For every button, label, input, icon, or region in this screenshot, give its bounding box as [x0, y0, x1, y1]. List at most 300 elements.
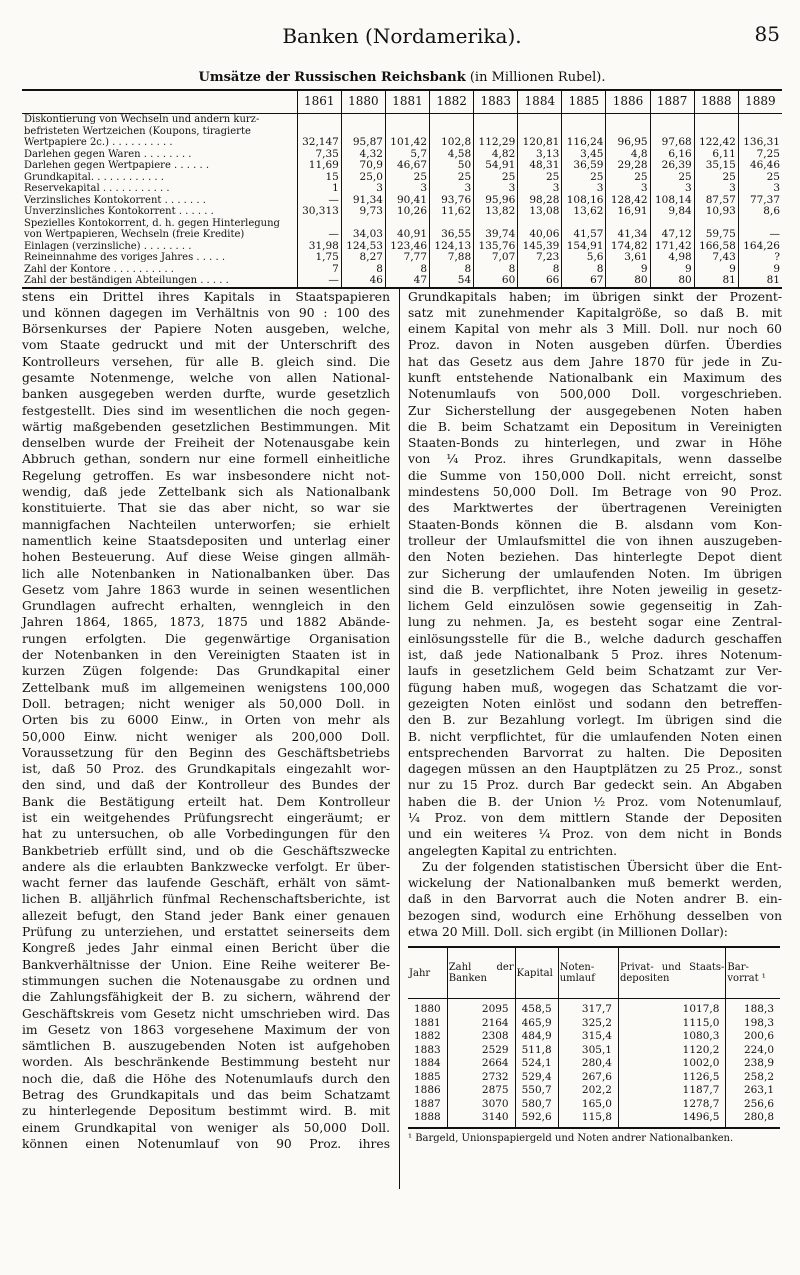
table-cell: 122,42 — [694, 114, 738, 149]
table-cell: 1120,2 — [618, 1044, 725, 1058]
text-line: Regelung getroffen. Es war insbesondere nicht not- — [22, 468, 390, 483]
table-cell: 25 — [385, 172, 429, 184]
table-cell: 1881 — [414, 1016, 441, 1029]
table-row — [408, 999, 780, 1017]
table-cell: 1883 — [414, 1043, 441, 1056]
table-cell: 7,35 — [297, 149, 341, 161]
text-line: lich alle Notenbanken in Nationalbanken über. Das — [22, 566, 390, 581]
table-cell: 2095 — [447, 999, 515, 1017]
table-cell: 8 — [518, 264, 562, 276]
table-title-rest: (in Millionen Rubel). — [469, 70, 606, 85]
table-cell: 77,37 — [738, 195, 782, 207]
text-line: banken ausgegeben werden durfte, wurde gesetzlich — [22, 387, 390, 402]
table-cell: 13,08 — [518, 206, 562, 218]
table-cell: 9 — [738, 264, 782, 276]
table-cell: 8,6 — [738, 206, 782, 218]
table-cell: 465,9 — [515, 1017, 558, 1031]
row-label-line: Zahl der Kontore . . . . . . . . . . — [24, 263, 174, 275]
table-cell: 2529 — [447, 1044, 515, 1058]
table-cell: 165,0 — [558, 1098, 618, 1112]
table-cell: 7,88 — [430, 252, 474, 264]
text-line: Kontrolleurs versehen, für alle B. gleich sind. Die — [22, 354, 390, 369]
text-line: bezogen sind, wodurch eine Erhöhung desselben von — [408, 908, 782, 923]
table-cell: 80 — [650, 275, 694, 288]
table-cell: 30,313 — [297, 206, 341, 218]
text-line: Orten bis zu 6000 Einw., in Orten von mehr als — [22, 713, 390, 728]
year-header: 1889 — [738, 90, 782, 114]
table-cell: 95,96 — [474, 195, 518, 207]
table-cell: 4,58 — [430, 149, 474, 161]
row-label-line: Reservekapital . . . . . . . . . . . — [24, 183, 170, 194]
table-cell: 13,62 — [562, 206, 606, 218]
text-line: Zur Sicherstellung der ausgegebenen Noten haben — [408, 403, 782, 418]
table-cell: 263,1 — [726, 1084, 780, 1098]
text-line: worden. Als beschränkende Bestimmung besteht nur — [22, 1055, 390, 1070]
row-label — [22, 172, 297, 184]
table-cell: 1886 — [414, 1084, 441, 1097]
text-line: ist, daß jede Nationalbank 5 Proz. ihres Notenum- — [408, 648, 782, 663]
table-cell: 2308 — [447, 1030, 515, 1044]
table-cell: 10,93 — [694, 206, 738, 218]
table-cell: 50 — [430, 160, 474, 172]
table-row — [408, 1030, 780, 1044]
table-cell: 188,3 — [726, 999, 780, 1017]
text-line: rungen erfolgten. Die gegenwärtige Organisation — [22, 631, 390, 646]
table-cell: 9 — [694, 264, 738, 276]
year-header: 1887 — [650, 90, 694, 114]
text-line: Zu der folgenden statistischen Übersicht über die Ent- — [422, 859, 782, 874]
table-row — [408, 1098, 780, 1112]
table-cell: — — [297, 218, 341, 241]
year-header: 1885 — [562, 90, 606, 114]
text-line: einlösungsstelle für die B., welche dadurch geschaffen — [408, 631, 782, 646]
row-label-line: Reineinnahme des voriges Jahres . . . . . — [24, 252, 226, 263]
row-label — [22, 195, 297, 207]
table-cell: 46 — [341, 275, 385, 288]
table-cell: 15 — [297, 172, 341, 184]
text-line: mindestens 50,000 Doll. Im Betrage von 90 Proz. — [408, 485, 782, 500]
table-cell: 25 — [474, 172, 518, 184]
row-label-line: Unverzinsliches Kontokorrent . . . . . . — [24, 206, 214, 217]
text-line: ist ein weitgehendes Prüfungsrecht eingeräumt; er — [22, 811, 390, 825]
table-cell: 3140 — [447, 1111, 515, 1128]
text-line: Abbruch gethan, sondern nur eine formell einheitliche — [22, 452, 390, 467]
table-cell: 484,9 — [515, 1030, 558, 1044]
table-cell: 48,31 — [518, 160, 562, 172]
table-cell: 41,57 — [562, 218, 606, 241]
text-line: die Zahlungsfähigkeit der B. zu sichern, während der — [22, 990, 390, 1005]
table-cell: 1880 — [414, 1003, 441, 1016]
table-cell: 16,91 — [606, 206, 650, 218]
text-line: sind die B. verpflichtet, ihre Noten jeweilig in gesetz- — [408, 582, 782, 597]
text-line: festgestellt. Dies sind im wesentlichen die noch gegen- — [22, 403, 390, 418]
table-cell: 7,25 — [738, 149, 782, 161]
table-cell: 70,9 — [341, 160, 385, 172]
table-cell: 3 — [518, 183, 562, 195]
table-cell: 41,34 — [606, 218, 650, 241]
text-line: B. nicht verpflichtet, für die umlaufenden Noten einen — [408, 729, 782, 744]
table-row — [22, 264, 782, 276]
text-line: wendig, daß jede Zettelbank sich als Nationalbank — [22, 485, 390, 500]
row-label-line: Zahl der beständigen Abteilungen . . . . . — [24, 275, 229, 286]
table-cell: 5,6 — [562, 252, 606, 264]
table-cell: 25 — [650, 172, 694, 184]
table-cell: 529,4 — [515, 1071, 558, 1085]
text-line: satz mit zunehmender Kapitalgröße, so daß B. mit — [408, 305, 782, 320]
table-cell: 166,58 — [694, 241, 738, 253]
table-cell: 81 — [694, 275, 738, 288]
page-title: Banken (Nordamerika). — [282, 24, 522, 48]
column-header: Kapital — [515, 947, 558, 999]
table-cell: 1882 — [414, 1030, 441, 1043]
table-cell: 7,77 — [385, 252, 429, 264]
table-cell: 10,26 — [385, 206, 429, 218]
table-cell: 3 — [430, 183, 474, 195]
table-cell: 11,69 — [297, 160, 341, 172]
table-cell: 26,39 — [650, 160, 694, 172]
table-cell: 1885 — [414, 1070, 441, 1083]
year-header: 1883 — [474, 90, 518, 114]
table-title — [22, 70, 782, 85]
table-row — [408, 1084, 780, 1098]
table-cell: 511,8 — [515, 1044, 558, 1058]
table-cell: 25 — [430, 172, 474, 184]
text-line: einem Kapital von mehr als 3 Mill. Doll. nur noch 60 — [408, 322, 782, 337]
text-line: etwa 20 Mill. Doll. sich ergibt (in Millionen Dollar): — [408, 925, 728, 940]
table-cell: 40,06 — [518, 218, 562, 241]
text-line: vom Staate gedruckt und mit der Unterschrift des — [22, 338, 390, 353]
table-cell: 54 — [430, 275, 474, 288]
table-cell: 1080,3 — [618, 1030, 725, 1044]
text-line: Zettelbank muß im allgemeinen wenigstens 100,000 — [22, 680, 390, 695]
text-line: dagegen müssen an den Hauptplätzen zu 25 Proz., sonst — [408, 762, 782, 777]
table-row — [22, 275, 782, 288]
table-footnote: ¹ Bargeld, Unionspapiergeld und Noten andrer Nationalbanken. — [408, 1132, 734, 1144]
row-label-line: Darlehen gegen Wertpapiere . . . . . . — [24, 160, 210, 171]
text-line: konstituierte. That sie das aber nicht, so war sie — [22, 501, 390, 516]
table-cell: 592,6 — [515, 1111, 558, 1128]
column-divider — [399, 289, 400, 1189]
text-line: Betrag des Grundkapitals und das beim Schatzamt — [22, 1088, 390, 1103]
table-cell: 39,74 — [474, 218, 518, 241]
table-cell: 315,4 — [558, 1030, 618, 1044]
table-row — [22, 160, 782, 172]
row-label-line: Diskontierung von Wechseln und andern kurz- — [24, 114, 260, 125]
table-cell: 154,91 — [562, 241, 606, 253]
table-cell: 3,13 — [518, 149, 562, 161]
text-line: Gesetz vom Jahre 1863 wurde in seinen wesentlichen — [22, 582, 390, 597]
text-line: hohen Besteuerung. Auf diese Weise gingen allmäh- — [22, 550, 390, 565]
table-row — [408, 1071, 780, 1085]
table-cell: 4,32 — [341, 149, 385, 161]
table-cell: 202,2 — [558, 1084, 618, 1098]
column-header: Zahl der Banken — [447, 947, 515, 999]
table-cell: 267,6 — [558, 1071, 618, 1085]
column-header: Bar-vorrat ¹ — [726, 947, 780, 999]
table-cell: 36,59 — [562, 160, 606, 172]
table-cell: 1887 — [414, 1097, 441, 1110]
text-line: Prüfung zu unterziehen, und erstattet seinerseits dem — [22, 925, 390, 940]
table-cell: 87,57 — [694, 195, 738, 207]
text-line: noch die, daß die Höhe des Notenumlaufs durch den — [22, 1071, 390, 1086]
table-cell: 8 — [430, 264, 474, 276]
table-cell: 102,8 — [430, 114, 474, 149]
table-cell: 200,6 — [726, 1030, 780, 1044]
text-line: Proz. davon in Noten ausgeben dürfen. Überdies — [408, 338, 782, 353]
table-cell: 1126,5 — [618, 1071, 725, 1085]
table-cell: 1115,0 — [618, 1017, 725, 1031]
reichsbank-table — [22, 89, 782, 289]
table-cell: 8 — [341, 264, 385, 276]
table-cell: 120,81 — [518, 114, 562, 149]
table-cell: 25,0 — [341, 172, 385, 184]
text-line: Staaten-Bonds können die B. alsdann vom Kon- — [408, 517, 782, 532]
table-cell: 1187,7 — [618, 1084, 725, 1098]
year-header: 1880 — [341, 90, 385, 114]
year-header: 1881 — [385, 90, 429, 114]
text-line: haben die B. der Union ½ Proz. vom Notenumlauf, — [408, 794, 782, 809]
table-cell: 224,0 — [726, 1044, 780, 1058]
table-cell: 123,46 — [385, 241, 429, 253]
text-line: Voraussetzung für den Beginn des Geschäftsbetriebs — [22, 745, 390, 760]
text-line: und ein weiteres ¼ Proz. von dem nicht in Bonds — [408, 827, 782, 842]
text-line: im Gesetz von 1863 vorgesehene Maximum der von — [22, 1022, 390, 1037]
table-row — [22, 206, 782, 218]
table-cell: 7,07 — [474, 252, 518, 264]
table-cell: 47,12 — [650, 218, 694, 241]
text-line: andere als die erlaubten Bankzwecke verfolgt. Er über- — [22, 859, 390, 874]
table-cell: 305,1 — [558, 1044, 618, 1058]
row-label-line: Darlehen gegen Waren . . . . . . . . — [24, 148, 192, 160]
table-cell: 280,4 — [558, 1057, 618, 1071]
year-header: 1884 — [518, 90, 562, 114]
text-line: können einen Notenumlauf von 90 Proz. ihres — [22, 1136, 390, 1151]
text-line: Kongreß jedes Jahr einmal einen Bericht über die — [22, 941, 390, 956]
table-cell: 11,62 — [430, 206, 474, 218]
year-header: 1882 — [430, 90, 474, 114]
table-cell: 91,34 — [341, 195, 385, 207]
table-cell: 6,11 — [694, 149, 738, 161]
row-label — [22, 218, 297, 241]
text-line: denselben wurde der Freiheit der Notenausgabe kein — [22, 436, 390, 451]
text-line: fügung haben muß, wogegen das Schatzamt die vor- — [408, 680, 782, 695]
text-line: hat zu untersuchen, ob alle Vorbedingungen für den — [22, 827, 390, 842]
text-line: den B. zur Bezahlung vorlegt. Im übrigen sind die — [408, 713, 782, 728]
text-line: allezeit befugt, den Stand jeder Bank einer genauen — [22, 908, 390, 923]
row-label-line: von Wertpapieren, Wechseln (freie Kredite) — [24, 229, 245, 240]
text-line: mannigfachen Nachteilen unterworfen; sie erhielt — [22, 517, 390, 532]
text-line: lung zu nehmen. Ja, es besteht sogar eine Zentral- — [408, 615, 782, 630]
table-cell: 198,3 — [726, 1017, 780, 1031]
text-line: Grundkapitals haben; im übrigen sinkt der Prozent- — [408, 289, 782, 304]
table-cell: 46,67 — [385, 160, 429, 172]
table-cell: 59,75 — [694, 218, 738, 241]
table-cell: 4,82 — [474, 149, 518, 161]
table-cell: 66 — [518, 275, 562, 288]
text-line: von ¼ Proz. ihres Grundkapitals, wenn dasselbe — [408, 452, 782, 467]
text-line: Geschäftskreis vom Gesetz nicht umschrieben wird. Das — [22, 1006, 390, 1021]
text-line: ¼ Proz. von dem mittlern Stande der Depositen — [408, 811, 782, 825]
text-line: des Marktwertes der übertragenen Vereinigten — [408, 501, 782, 516]
table-cell: 3 — [738, 183, 782, 195]
table-cell: 256,6 — [726, 1098, 780, 1112]
table-cell: 2164 — [447, 1017, 515, 1031]
table-cell: — — [738, 218, 782, 241]
table-cell: 8 — [562, 264, 606, 276]
year-header: 1886 — [606, 90, 650, 114]
table-cell: 32,147 — [297, 114, 341, 149]
table-cell: 1888 — [408, 1111, 447, 1128]
row-label — [22, 149, 297, 161]
table-cell: 317,7 — [558, 999, 618, 1017]
row-label-line: Grundkapital. . . . . . . . . . . . — [24, 171, 164, 183]
text-line: und können dagegen im Verhältnis von 90 : 100 des — [22, 305, 390, 320]
table-cell: 60 — [474, 275, 518, 288]
label-header — [22, 90, 297, 114]
table-cell: 108,16 — [562, 195, 606, 207]
row-label — [22, 252, 297, 264]
table-cell: 5,7 — [385, 149, 429, 161]
row-label-line: Wertpapiere 2c.) . . . . . . . . . . — [24, 137, 173, 148]
text-line: der Notenbanken in den Vereinigten Staaten ist in — [22, 648, 390, 663]
text-line: Doll. betragen; nicht weniger als 50,000 Doll. in — [22, 696, 390, 711]
table-cell: 4,8 — [606, 149, 650, 161]
table-cell: 25 — [694, 172, 738, 184]
table-cell: 3 — [694, 183, 738, 195]
table-cell: 550,7 — [515, 1084, 558, 1098]
table-cell: 458,5 — [515, 999, 558, 1017]
table-cell: 108,14 — [650, 195, 694, 207]
text-line: Bank die Bestätigung erteilt hat. Dem Kontrolleur — [22, 794, 390, 809]
table-cell: 93,76 — [430, 195, 474, 207]
table-cell: 115,8 — [558, 1111, 618, 1128]
table-cell: 325,2 — [558, 1017, 618, 1031]
text-line: Bankbetrieb erfüllt sind, und ob die Geschäftszwecke — [22, 843, 390, 858]
table-cell: 258,2 — [726, 1071, 780, 1085]
table-cell: 90,41 — [385, 195, 429, 207]
text-line: wärtig maßgebenden gesetzlichen Bestimmungen. Mit — [22, 419, 390, 434]
table-cell: 1017,8 — [618, 999, 725, 1017]
table-cell: 25 — [738, 172, 782, 184]
text-line: den Noten beziehen. Das hinterlegte Depot dient — [408, 550, 782, 565]
table-row — [408, 1044, 780, 1058]
table-cell: 25 — [606, 172, 650, 184]
table-cell: 280,8 — [726, 1111, 780, 1128]
row-label — [22, 160, 297, 172]
table-cell: 7 — [297, 264, 341, 276]
table-cell: 2732 — [447, 1071, 515, 1085]
table-cell: 2875 — [447, 1084, 515, 1098]
table-cell: 174,82 — [606, 241, 650, 253]
row-label — [22, 264, 297, 276]
table-cell: 136,31 — [738, 114, 782, 149]
text-line: die B. beim Schatzamt ein Depositum in Vereinigten — [408, 419, 782, 434]
table-row — [22, 114, 782, 149]
text-line: die Summe von 150,000 Doll. nicht erreicht, sonst — [408, 468, 782, 483]
row-label-line: Einlagen (verzinsliche) . . . . . . . . — [24, 240, 192, 252]
page-header — [22, 10, 782, 50]
text-line: 50,000 Einw. nicht weniger als 200,000 Doll. — [22, 729, 390, 744]
table-cell: 112,29 — [474, 114, 518, 149]
table-cell: — — [297, 275, 341, 288]
table-row — [22, 183, 782, 195]
text-line: Staaten-Bonds zu hinterlegen, und zwar in Höhe — [408, 436, 782, 451]
table-cell: 7,43 — [694, 252, 738, 264]
table-cell: 3 — [562, 183, 606, 195]
page — [22, 10, 782, 1151]
text-line: zu hinterlegende Depositum bestimmt wird. B. mit — [22, 1104, 390, 1119]
table-cell: 46,46 — [738, 160, 782, 172]
text-line: einem Grundkapital von weniger als 50,000 Doll. — [22, 1120, 390, 1135]
text-line: kurzen Zügen folgende: Das Grundkapital einer — [22, 664, 390, 679]
table-cell: 116,24 — [562, 114, 606, 149]
table-row — [408, 1017, 780, 1031]
text-line: sämtlichen B. auszugebenden Noten ist aufgehoben — [22, 1039, 390, 1054]
text-line: Börsenkurses der Papiere Noten ausgeben, welche, — [22, 322, 390, 337]
table-cell: 80 — [606, 275, 650, 288]
table-row — [408, 1057, 780, 1071]
table-cell: 47 — [385, 275, 429, 288]
text-line: laufs in gesetzlichem Geld beim Schatzamt zur Ver- — [408, 664, 782, 679]
table-cell: 67 — [562, 275, 606, 288]
table-cell: 101,42 — [385, 114, 429, 149]
table-cell: 25 — [562, 172, 606, 184]
row-label-line: Verzinsliches Kontokorrent . . . . . . . — [24, 194, 206, 206]
table-cell: 3,61 — [606, 252, 650, 264]
table-cell: 135,76 — [474, 241, 518, 253]
text-line: lichem Geld einzulösen sowie gegenseitig in Zah- — [408, 599, 782, 614]
table-cell: 6,16 — [650, 149, 694, 161]
table-cell: 36,55 — [430, 218, 474, 241]
table-cell: 81 — [738, 275, 782, 288]
text-line: wickelung der Nationalbanken muß bemerkt werden, — [408, 876, 782, 891]
table-cell: 1002,0 — [618, 1057, 725, 1071]
year-header: 1861 — [297, 90, 341, 114]
table-cell: 54,91 — [474, 160, 518, 172]
table-cell: 9,84 — [650, 206, 694, 218]
text-line: stens ein Drittel ihres Kapitals in Staatspapieren — [22, 289, 390, 304]
table-cell: 3 — [606, 183, 650, 195]
table-cell: 98,28 — [518, 195, 562, 207]
table-cell: 524,1 — [515, 1057, 558, 1071]
table-cell: 8 — [474, 264, 518, 276]
row-label — [22, 241, 297, 253]
table-row — [22, 218, 782, 241]
text-line: lichen B. alljährlich fünfmal Rechenschaftsberichte, ist — [22, 892, 390, 907]
text-line: gesamte Notenmenge, welche von allen National- — [22, 370, 390, 385]
table-cell: 3 — [474, 183, 518, 195]
text-line: den sind, und daß der Kontrolleur des Bundes der — [22, 778, 390, 793]
table-cell: 1,75 — [297, 252, 341, 264]
table-title-bold: Umsätze der Russischen Reichsbank — [198, 70, 466, 85]
table-cell: 1496,5 — [618, 1111, 725, 1128]
table-cell: 128,42 — [606, 195, 650, 207]
text-line: Grundlagen aufrecht erhalten, wenngleich in den — [22, 599, 390, 614]
row-label — [22, 114, 297, 149]
text-line: trolleur der Umlaufsmittel die von ihnen auszugeben- — [408, 533, 782, 548]
table-cell: 3 — [385, 183, 429, 195]
row-label-line: befristeten Wertzeichen (Koupons, tiragierte — [24, 125, 251, 137]
row-label — [22, 275, 297, 288]
table-cell: 238,9 — [726, 1057, 780, 1071]
column-header: Noten-umlauf — [558, 947, 618, 999]
text-line: namentlich keine Staatsdepositen und unterlag einer — [22, 533, 390, 548]
table-cell: 29,28 — [606, 160, 650, 172]
table-cell: 9,73 — [341, 206, 385, 218]
table-cell: 145,39 — [518, 241, 562, 253]
text-line: Jahren 1864, 1865, 1873, 1875 und 1882 Abände- — [22, 615, 390, 630]
table-row — [22, 252, 782, 264]
